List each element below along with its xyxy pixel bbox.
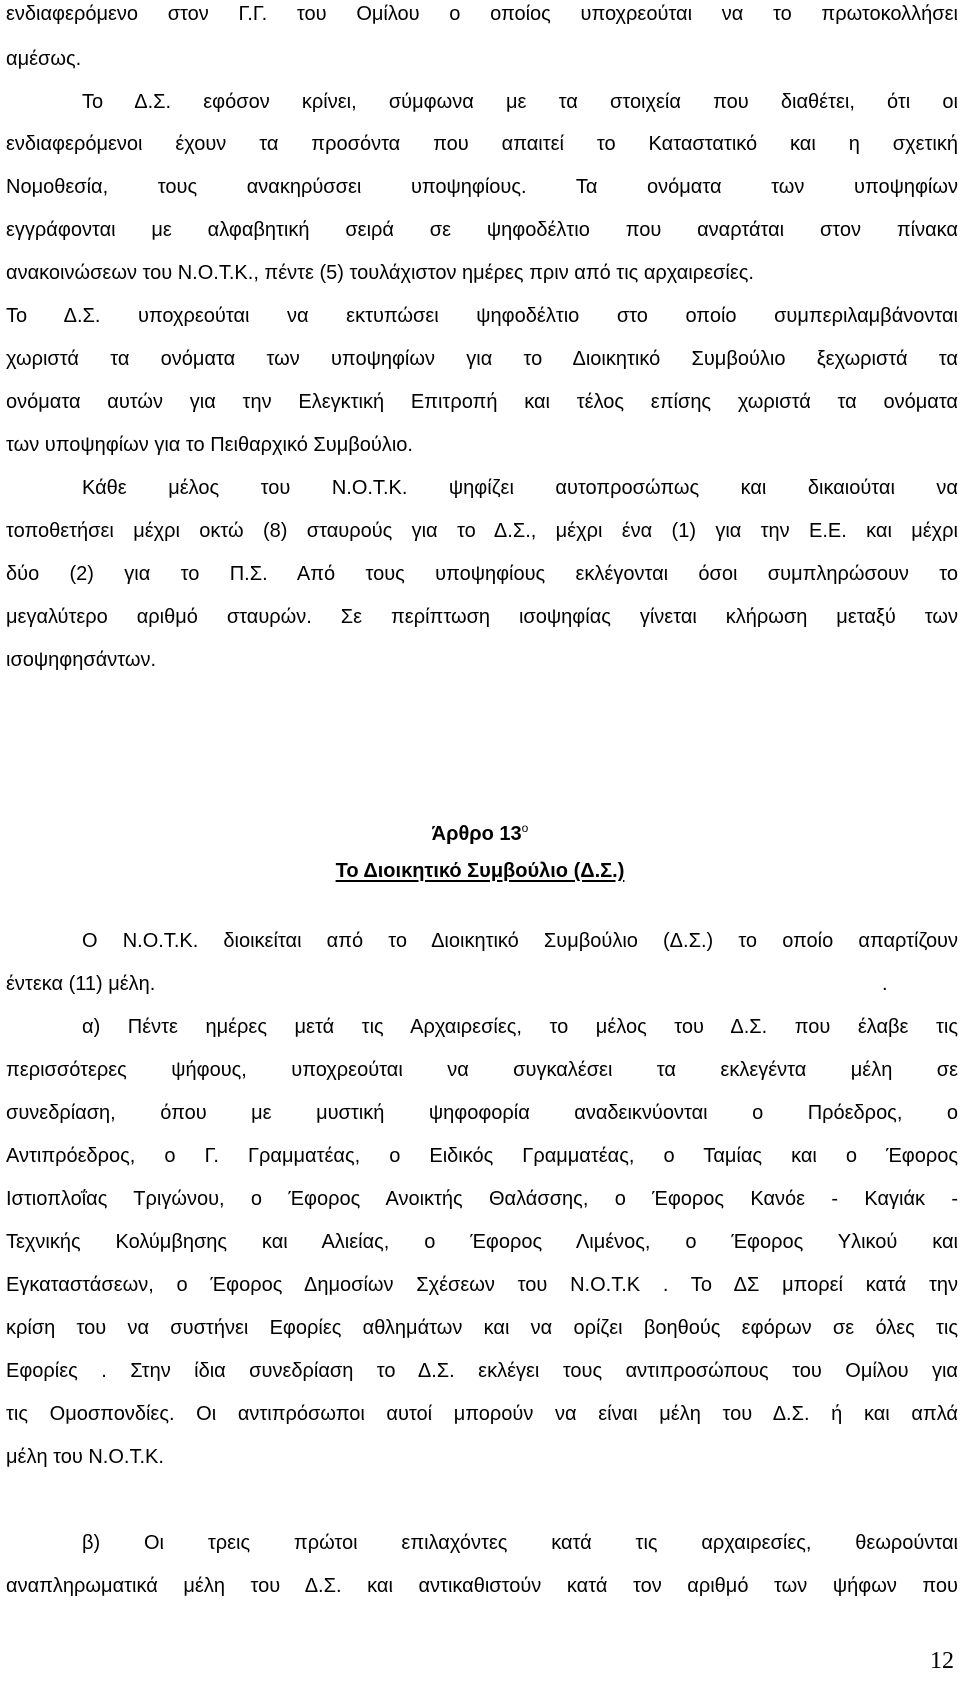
text-line: Ιστιοπλοΐας Τριγώνου, ο Έφορος Ανοικτής Θαλάσσης, ο Έφορος Κανόε - Καγιάκ - (6, 1188, 958, 1210)
text-line: Τεχνικής Κολύμβησης και Αλιείας, ο Έφορος Λιμένος, ο Έφορος Υλικού και (6, 1231, 958, 1253)
text-line: Αντιπρόεδρος, ο Γ. Γραμματέας, ο Ειδικός Γραμματέας, ο Ταμίας και ο Έφορος (6, 1145, 958, 1167)
text-line: Εφορίες . Στην ίδια συνεδρίαση το Δ.Σ. εκλέγει τους αντιπροσώπους του Ομίλου για (6, 1360, 958, 1382)
text-line: β) Οι τρεις πρώτοι επιλαχόντες κατά τις αρχαιρεσίες, θεωρούνται (82, 1532, 958, 1554)
text-line: εγγράφονται με αλφαβητική σειρά σε ψηφοδέλτιο που αναρτάται στον πίνακα (6, 219, 958, 241)
text-line: Ο Ν.Ο.Τ.Κ. διοικείται από το Διοικητικό Συμβούλιο (Δ.Σ.) το οποίο απαρτίζουν (82, 930, 958, 952)
text-line: αναπληρωματικά μέλη του Δ.Σ. και αντικαθιστούν κατά τον αριθμό των ψήφων που (6, 1575, 958, 1597)
article-title-superscript: ο (521, 821, 529, 835)
text-line-content: έντεκα (11) μέλη. (6, 973, 156, 995)
text-line: ονόματα αυτών για την Ελεγκτική Επιτροπή και τέλος επίσης χωριστά τα ονόματα (6, 391, 958, 413)
text-line: ενδιαφερόμενοι έχουν τα προσόντα που απαιτεί το Καταστατικό και η σχετική (6, 133, 958, 155)
text-line: συνεδρίαση, όπου με μυστική ψηφοφορία αναδεικνύονται ο Πρόεδρος, ο (6, 1102, 958, 1124)
text-line: χωριστά τα ονόματα των υποψηφίων για το Διοικητικό Συμβούλιο ξεχωριστά τα (6, 348, 958, 370)
text-line: περισσότερες ψήφους, υποχρεούται να συγκαλέσει τα εκλεγέντα μέλη σε (6, 1059, 958, 1081)
text-line: ενδιαφερόμενο στον Γ.Γ. του Ομίλου ο οποίος υποχρεούται να το πρωτοκολλήσει (6, 3, 958, 25)
text-line: Το Δ.Σ. εφόσον κρίνει, σύμφωνα με τα στοιχεία που διαθέτει, ότι οι (82, 91, 958, 113)
page-number: 12 (930, 1648, 954, 1674)
text-line: ισοψηφησάντων. (6, 649, 157, 671)
text-line (6, 963, 958, 1005)
article-title (0, 808, 960, 854)
article-subtitle (0, 851, 960, 891)
text-line: κρίση του να συστήνει Εφορίες αθλημάτων και να ορίζει βοηθούς εφόρων σε όλες τις (6, 1317, 958, 1339)
text-line: τοποθετήσει μέχρι οκτώ (8) σταυρούς για το Δ.Σ., μέχρι ένα (1) για την Ε.Ε. και μέχρι (6, 520, 958, 542)
text-line: μέλη του Ν.Ο.Τ.Κ. (6, 1446, 164, 1468)
stray-dot: . (882, 973, 888, 995)
text-line: δύο (2) για το Π.Σ. Από τους υποψηφίους εκλέγονται όσοι συμπληρώσουν το (6, 563, 958, 585)
text-line: μεγαλύτερο αριθμό σταυρών. Σε περίπτωση ισοψηφίας γίνεται κλήρωση μεταξύ των (6, 606, 958, 628)
text-line: Νομοθεσία, τους ανακηρύσσει υποψηφίους. Τα ονόματα των υποψηφίων (6, 176, 958, 198)
article-title-text: Άρθρο 13 (431, 823, 522, 845)
text-line: α) Πέντε ημέρες μετά τις Αρχαιρεσίες, το μέλος του Δ.Σ. που έλαβε τις (82, 1016, 958, 1038)
text-line: τις Ομοσπονδίες. Οι αντιπρόσωποι αυτοί μπορούν να είναι μέλη του Δ.Σ. ή και απλά (6, 1403, 958, 1425)
text-line: Το Δ.Σ. υποχρεούται να εκτυπώσει ψηφοδέλτιο στο οποίο συμπεριλαμβάνονται (6, 305, 958, 327)
text-line: ανακοινώσεων του Ν.Ο.Τ.Κ., πέντε (5) τουλάχιστον ημέρες πριν από τις αρχαιρεσίες. (6, 262, 754, 284)
text-line: Κάθε μέλος του Ν.Ο.Τ.Κ. ψηφίζει αυτοπροσώπως και δικαιούται να (82, 477, 958, 499)
article-subtitle-text: Το Διοικητικό Συμβούλιο (Δ.Σ.) (335, 860, 625, 882)
text-line: των υποψηφίων για το Πειθαρχικό Συμβούλιο. (6, 434, 413, 456)
text-line: αμέσως. (6, 48, 82, 70)
text-line: Εγκαταστάσεων, ο Έφορος Δημοσίων Σχέσεων του Ν.Ο.Τ.Κ . Το ΔΣ μπορεί κατά την (6, 1274, 958, 1296)
